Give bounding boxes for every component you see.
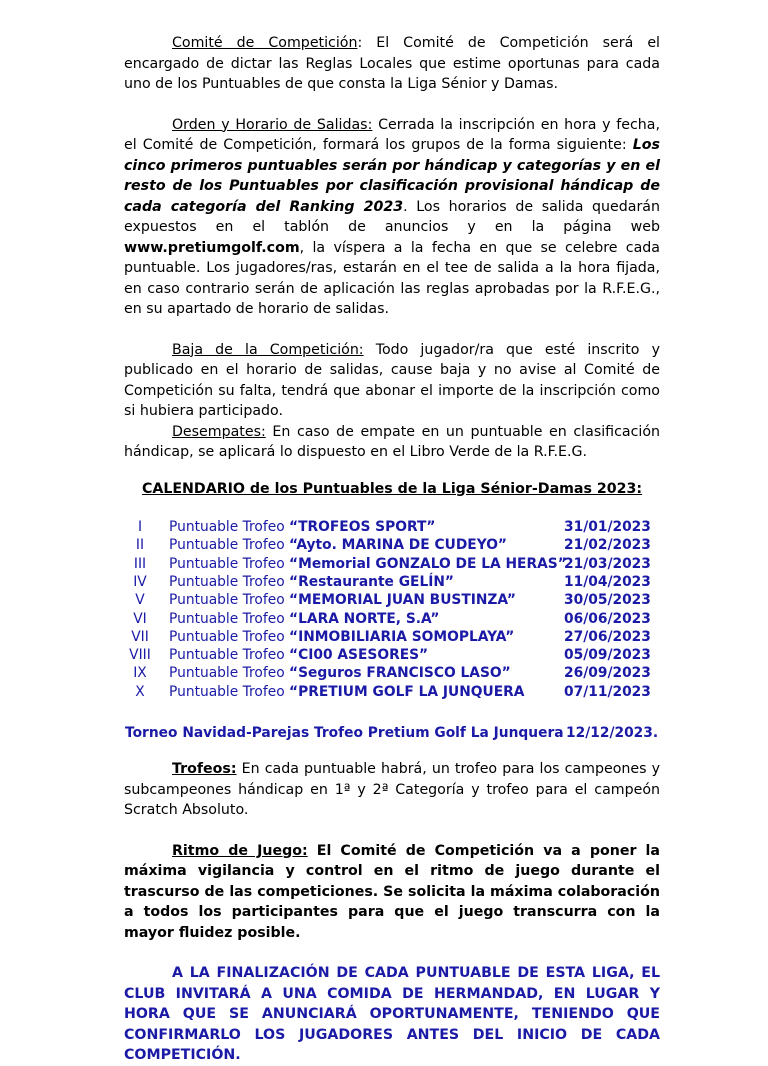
calendar-row-title — [169, 554, 567, 574]
calendar-row-date: 05/09/2023 — [564, 647, 651, 664]
calendar-row — [124, 590, 660, 610]
text-orden-1: Cerrada la inscripción en hora y fecha, el Comité de Competición, formará los grupos de la forma siguiente: — [124, 116, 660, 153]
calendar-row — [124, 609, 660, 629]
calendar-row-title — [169, 590, 516, 610]
calendar-row-trophy: “CI00 ASESORES” — [289, 647, 429, 664]
text-comite: : El Comité de Competición será el encargado de dictar las Reglas Locales que estime oportunas para cada uno de los Puntuables de que consta la Liga Sénior y Damas. — [124, 35, 660, 92]
calendar-row — [124, 517, 660, 537]
calendar-row-number: X — [135, 683, 145, 700]
calendar-row-title — [169, 627, 514, 647]
text-orden-2: . Los horarios de salida quedarán expuestos en el tablón de anuncios y en la página web — [124, 198, 660, 235]
calendar-list — [124, 517, 660, 700]
calendar-row-number: VIII — [129, 647, 151, 664]
heading-trofeos: Trofeos: — [172, 761, 237, 777]
calendar-row-date: 11/04/2023 — [564, 573, 651, 590]
paragraph-desempates — [124, 422, 660, 463]
calendar-row-trophy: “INMOBILIARIA SOMOPLAYA” — [289, 628, 515, 645]
calendar-row-date: 21/02/2023 — [564, 537, 651, 554]
calendar-row-trophy: “TROFEOS SPORT” — [289, 519, 436, 535]
calendar-row — [124, 627, 660, 647]
text-orden-3: , la víspera a la fecha en que se celebre cada puntuable. Los jugadores/ras, estarán en el tee de salida a la hora fijada, en caso contrario serán de aplicación las reglas aprobadas por la R.F.E.G., en su apartado de horario de salidas. — [124, 239, 660, 317]
calendar-row — [124, 663, 660, 683]
calendar-row-title — [169, 517, 435, 537]
torneo-name: Torneo Navidad-Parejas Trofeo Pretium Golf La Junquera — [125, 725, 564, 741]
calendar-row-trophy: “PRETIUM GOLF LA JUNQUERA — [289, 683, 525, 700]
calendar-row — [124, 645, 660, 665]
heading-orden-horario: Orden y Horario de Salidas: — [172, 116, 373, 133]
calendar-row-date: 30/05/2023 — [564, 592, 651, 609]
calendar-row — [124, 682, 660, 702]
paragraph-comite — [124, 33, 660, 95]
emphasis-categorias: Los cinco primeros puntuables serán por hándicap y categorías y en el resto de los Puntuables por clasificación provisional hándicap de cada categoría del Ranking 2023 — [124, 137, 660, 215]
calendar-row — [124, 554, 660, 574]
heading-comite: Comité de Competición — [172, 35, 358, 51]
calendar-row-label: Puntuable Trofeo — [169, 665, 290, 682]
calendar-row-date: 06/06/2023 — [564, 610, 651, 627]
document-page — [124, 33, 660, 1066]
calendar-row-title — [169, 609, 440, 629]
calendar-row-trophy: “MEMORIAL JUAN BUSTINZA” — [289, 592, 516, 609]
calendar-row-number: VI — [133, 610, 147, 627]
calendar-row-trophy: “Restaurante GELÍN” — [289, 573, 455, 590]
website-link[interactable]: www.pretiumgolf.com — [124, 239, 300, 256]
calendar-row-trophy: “Memorial GONZALO DE LA HERAS” — [289, 555, 567, 572]
heading-ritmo: Ritmo de Juego: — [172, 842, 308, 859]
paragraph-comida: A LA FINALIZACIÓN DE CADA PUNTUABLE DE ESTA LIGA, EL CLUB INVITARÁ A UNA COMIDA DE HERMANDAD, EN LUGAR Y HORA QUE SE ANUNCIARÁ OPORTUNAMENTE, TENIENDO QUE CONFIRMARLO LOS JUGADORES ANTES DEL INICIO DE CADA COMPETICIÓN. — [124, 965, 660, 1063]
calendar-row-number: III — [133, 555, 147, 572]
text-desempates: En caso de empate en un puntuable en clasificación hándicap, se aplicará lo dispuesto en el Libro Verde de la R.F.E.G. — [124, 423, 660, 460]
calendar-row-number: V — [135, 592, 145, 609]
calendar-row-trophy: “Ayto. MARINA DE CUDEYO” — [289, 537, 507, 554]
calendar-row-number: VII — [131, 628, 149, 645]
torneo-row — [125, 723, 660, 743]
calendar-row-label: Puntuable Trofeo — [169, 555, 290, 572]
paragraph-ritmo — [124, 841, 660, 944]
torneo-date: 12/12/2023. — [566, 725, 659, 741]
calendar-row-number: II — [135, 537, 145, 554]
calendar-row-title — [169, 535, 507, 555]
calendar-row-date: 31/01/2023 — [564, 519, 651, 535]
calendar-row-number: I — [137, 519, 143, 535]
heading-baja: Baja de la Competición: — [172, 341, 364, 358]
calendar-row-label: Puntuable Trofeo — [169, 519, 290, 535]
calendar-row — [124, 535, 660, 555]
calendar-row-label: Puntuable Trofeo — [169, 592, 290, 609]
calendar-row-title — [169, 682, 524, 702]
paragraph-trofeos — [124, 759, 660, 821]
calendar-row-label: Puntuable Trofeo — [169, 610, 290, 627]
heading-desempates: Desempates: — [172, 423, 266, 440]
calendar-row-trophy: “Seguros FRANCISCO LASO” — [289, 665, 511, 682]
calendar-row-date: 07/11/2023 — [564, 683, 651, 700]
text-ritmo: El Comité de Competición va a poner la máxima vigilancia y control en el ritmo de juego durante el trascurso de las competiciones. Se solicita la máxima colaboración a todos los participantes para que el juego transcurra con la mayor fluidez posible. — [124, 842, 660, 941]
calendar-row — [124, 572, 660, 592]
calendar-row-date: 21/03/2023 — [564, 555, 651, 572]
text-trofeos: En cada puntuable habrá, un trofeo para los campeones y subcampeones hándicap en 1ª y 2ª Categoría y trofeo para el campeón Scratch Absoluto. — [124, 761, 660, 818]
calendar-row-label: Puntuable Trofeo — [169, 573, 290, 590]
calendar-row-label: Puntuable Trofeo — [169, 683, 290, 700]
paragraph-baja — [124, 340, 660, 422]
calendar-row-title — [169, 663, 511, 683]
calendar-row-date: 26/09/2023 — [564, 665, 651, 682]
calendar-row-label: Puntuable Trofeo — [169, 628, 290, 645]
calendar-title: CALENDARIO de los Puntuables de la Liga Sénior-Damas 2023: — [141, 480, 643, 497]
calendar-row-trophy: “LARA NORTE, S.A” — [289, 610, 440, 627]
calendar-row-date: 27/06/2023 — [564, 628, 651, 645]
paragraph-orden-horario — [124, 115, 660, 320]
calendar-row-label: Puntuable Trofeo — [169, 647, 290, 664]
text-baja: Todo jugador/ra que esté inscrito y publicado en el horario de salidas, cause baja y no avise al Comité de Competición su falta, tendrá que abonar el importe de la inscripción como si hubiera participado. — [124, 341, 660, 419]
calendar-row-title — [169, 645, 428, 665]
calendar-row-label: Puntuable Trofeo — [169, 537, 290, 554]
calendar-row-number: IX — [133, 665, 147, 682]
calendar-row-title — [169, 572, 454, 592]
calendar-row-number: IV — [133, 573, 147, 590]
